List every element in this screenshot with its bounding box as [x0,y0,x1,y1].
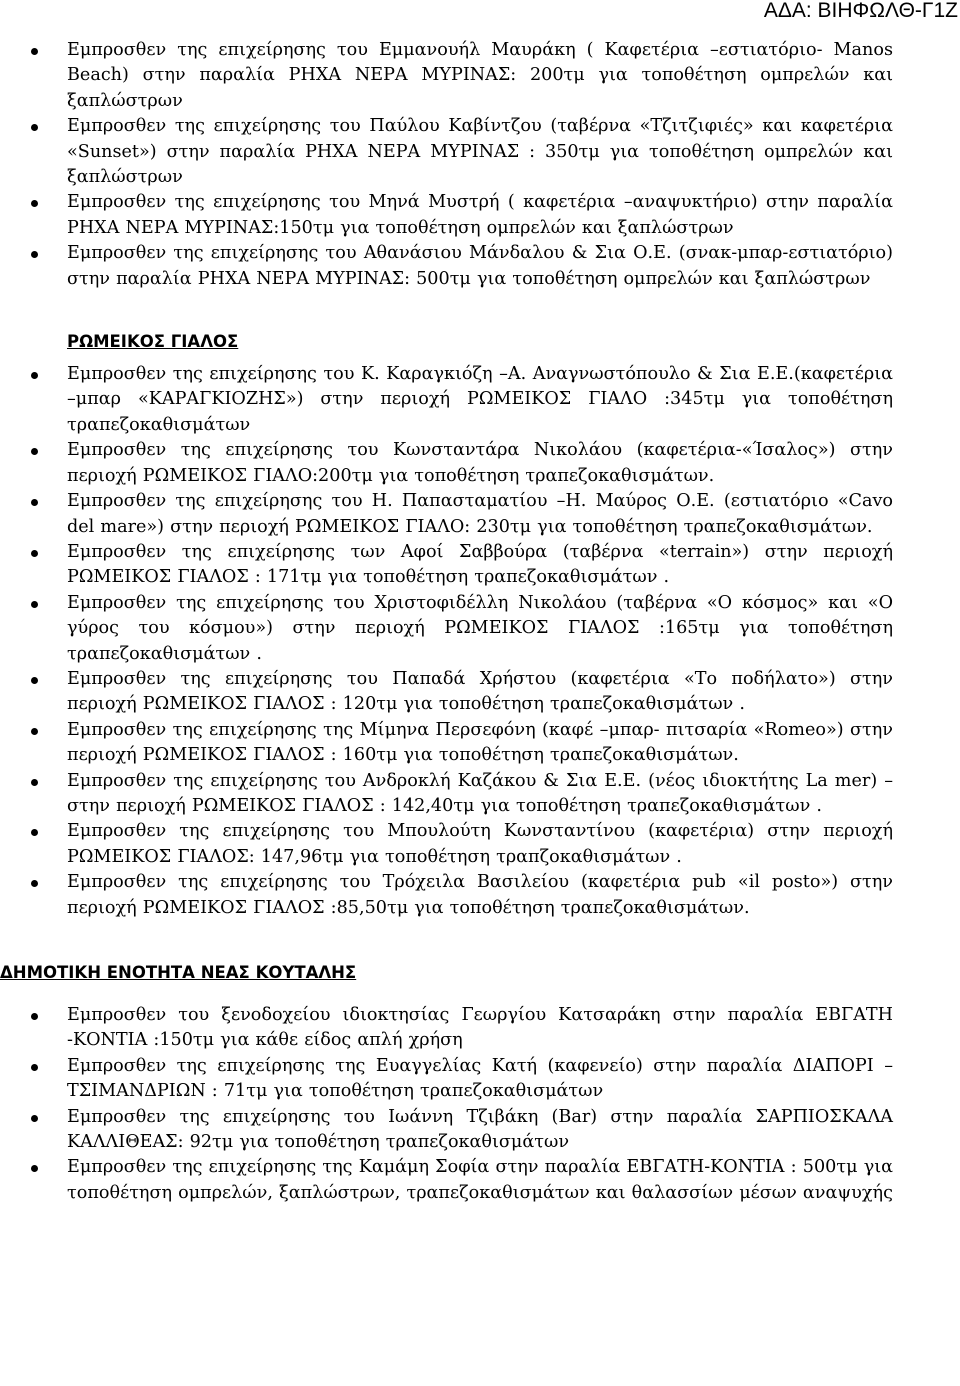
section3-list [0,1003,960,1206]
list-item-text: Εμπροσθεν της επιχείρησης του Κ. Καραγκιόζη –Α. Αναγνωστόπουλο & Σια Ε.Ε.(καφετέρια –μπαρ «ΚΑΡΑΓΚΙΟΖΗΣ») στην περιοχή ΡΩΜΕΙΚΟΣ ΓΙΑΛΟ :345τμ για τοποθέτηση τραπεζοκαθισμάτων [67,364,893,435]
list-item-text: Εμπροσθεν της επιχείρησης του Παπαδά Χρήστου (καφετέρια «Το ποδήλατο») στην περιοχή ΡΩΜΕΙΚΟΣ ΓΙΑΛΟΣ : 120τμ για τοποθέτηση τραπεζοκαθισμάτων . [67,668,893,715]
list-item [67,1155,893,1206]
list-item [67,540,893,591]
document-reference-code: ΑΔΑ: ΒΙΗΦΩΛΘ-Γ1Ζ [763,0,958,22]
list-item [67,1105,893,1156]
list-item [67,489,893,540]
list-item [67,667,893,718]
list-item [67,1003,893,1054]
list-item [67,591,893,667]
list-item-text: Εμπροσθεν της επιχείρησης του Κωνσταντάρα Νικολάου (καφετέρια-«Ίσαλος») στην περιοχή ΡΩΜΕΙΚΟΣ ΓΙΑΛΟ:200τμ για τοποθέτηση τραπεζοκαθισμάτων. [67,440,893,486]
bullet-icon [31,677,38,684]
list-item [67,1054,893,1105]
list-item [67,870,893,921]
list-item-text: Εμπροσθεν της επιχείρησης του Παύλου Καβίντζου (ταβέρνα «Τζιτζιφιές» και καφετέρια «Sunset») στην παραλία ΡΗΧΑ ΝΕΡΑ ΜΥΡΙΝΑΣ : 350τμ για τοποθέτηση ομπρελών και ξαπλώστρων [67,116,893,188]
bullet-icon [31,1064,38,1071]
list-item [67,241,893,292]
bullet-icon [31,829,38,836]
bullet-icon [31,1115,38,1122]
list-item-text: Εμπροσθεν της επιχείρησης του Μπουλούτη Κωνσταντίνου (καφετέρια) στην περιοχή ΡΩΜΕΙΚΟΣ ΓΙΑΛΟΣ: 147,96τμ για τοποθέτηση τραπζοκαθισμάτων . [67,821,893,867]
bullet-icon [31,48,38,55]
bullet-icon [31,200,38,207]
section-heading-nea-koutali: ΔΗΜΟΤΙΚΗ ΕΝΟΤΗΤΑ ΝΕΑΣ ΚΟΥΤΑΛΗΣ [0,963,357,982]
list-item [67,819,893,870]
bullet-icon [31,448,38,455]
list-item-text: Εμπροσθεν της επιχείρησης του Μηνά Μυστρή ( καφετέρια –αναψυκτήριο) στην παραλία ΡΗΧΑ ΝΕΡΑ ΜΥΡΙΝΑΣ:150τμ για τοποθέτηση ομπρελών και ξαπλώστρων [67,192,893,238]
list-item-text: Εμπροσθεν της επιχείρησης του Η. Παπασταματίου –Η. Μαύρος Ο.Ε. (εστιατόριο «Cavo del mare») στην περιοχή ΡΩΜΕΙΚΟΣ ΓΙΑΛΟ: 230τμ για τοποθέτηση τραπεζοκαθισμάτων. [67,491,893,537]
bullet-icon [31,251,38,258]
list-item-text: Εμπροσθεν της επιχείρησης της Καμάμη Σοφία στην παραλία ΕΒΓΑΤΗ-ΚΟΝΤΙΑ : 500τμ για τοποθέτηση ομπρελών, ξαπλώστρων, τραπεζοκαθισμάτων και θαλασσίων μέσων αναψυχής [67,1157,893,1203]
list-item [67,38,893,114]
list-item-text: Εμπροσθεν του ξενοδοχείου ιδιοκτησίας Γεωργίου Κατσαράκη στην παραλία ΕΒΓΑΤΗ -ΚΟΝΤΙΑ :150τμ για κάθε είδος απλή χρήση [67,1005,893,1051]
list-item-text: Εμπροσθεν της επιχείρησης της Ευαγγελίας Κατή (καφενείο) στην παραλία ΔΙΑΠΟΡΙ –ΤΣΙΜΑΝΔΡΙΩΝ : 71τμ για τοποθέτηση τραπεζοκαθισμάτων [67,1055,893,1102]
list-item [67,769,893,820]
section2-list [0,362,960,921]
list-item-text: Εμπροσθεν της επιχείρησης του Τρόχειλα Βασιλείου (καφετέρια pub «il posto») στην περιοχή ΡΩΜΕΙΚΟΣ ΓΙΑΛΟΣ :85,50τμ για τοποθέτηση τραπεζοκαθισμάτων. [67,872,893,918]
document-body [0,38,960,1206]
list-item-text: Εμπροσθεν της επιχείρησης των Αφοί Σαββούρα (ταβέρνα «terrain») στην περιοχή ΡΩΜΕΙΚΟΣ ΓΙΑΛΟΣ : 171τμ για τοποθέτηση τραπεζοκαθισμάτων . [67,541,893,588]
bullet-icon [31,880,38,887]
bullet-icon [31,499,38,506]
bullet-icon [31,124,38,131]
bullet-icon [31,1013,38,1020]
list-item [67,362,893,438]
section-heading-romeikos-gialos: ΡΩΜΕΙΚΟΣ ΓΙΑΛΟΣ [67,332,239,352]
list-item [67,438,893,489]
list-item [67,190,893,241]
list-item-text: Εμπροσθεν της επιχείρησης του Αθανάσιου Μάνδαλου & Σια Ο.Ε. (σνακ-μπαρ-εστιατόριο) στην παραλία ΡΗΧΑ ΝΕΡΑ ΜΥΡΙΝΑΣ: 500τμ για τοποθέτηση ομπρελών και ξαπλώστρων [67,243,893,289]
list-item-text: Εμπροσθεν της επιχείρησης του Ανδροκλή Καζάκου & Σια Ε.Ε. (νέος ιδιοκτήτης La mer) – στην περιοχή ΡΩΜΕΙΚΟΣ ΓΙΑΛΟΣ : 142,40τμ για τοποθέτηση τραπεζοκαθισμάτων . [67,770,893,816]
section1-list [0,38,960,292]
bullet-icon [31,779,38,786]
list-item-text: Εμπροσθεν της επιχείρησης του Εμμανουήλ Μαυράκη ( Καφετέρια –εστιατόριο- Manos Beach) στην παραλία ΡΗΧΑ ΝΕΡΑ ΜΥΡΙΝΑΣ: 200τμ για τοποθέτηση ομπρελών και ξαπλώστρων [67,40,893,111]
bullet-icon [31,1165,38,1172]
bullet-icon [31,550,38,557]
bullet-icon [31,601,38,608]
list-item-text: Εμπροσθεν της επιχείρησης του Χριστοφιδέλλη Νικολάου (ταβέρνα «Ο κόσμος» και «Ο γύρος του κόσμου») στην περιοχή ΡΩΜΕΙΚΟΣ ΓΙΑΛΟΣ :165τμ για τοποθέτηση τραπεζοκαθισμάτων . [67,592,893,664]
bullet-icon [31,372,38,379]
list-item-text: Εμπροσθεν της επιχείρησης του Ιωάννη Τζιβάκη (Bar) στην παραλία ΣΑΡΠΙΟΣΚΑΛΑ ΚΑΛΛΙΘΕΑΣ: 92τμ για τοποθέτηση τραπεζοκαθισμάτων [67,1106,893,1153]
list-item [67,114,893,190]
list-item-text: Εμπροσθεν της επιχείρησης της Μίμηνα Περσεφόνη (καφέ –μπαρ- πιτσαρία «Romeo») στην περιοχή ΡΩΜΕΙΚΟΣ ΓΙΑΛΟΣ : 160τμ για τοποθέτηση τραπεζοκαθισμάτων. [67,719,893,766]
list-item [67,718,893,769]
bullet-icon [31,728,38,735]
